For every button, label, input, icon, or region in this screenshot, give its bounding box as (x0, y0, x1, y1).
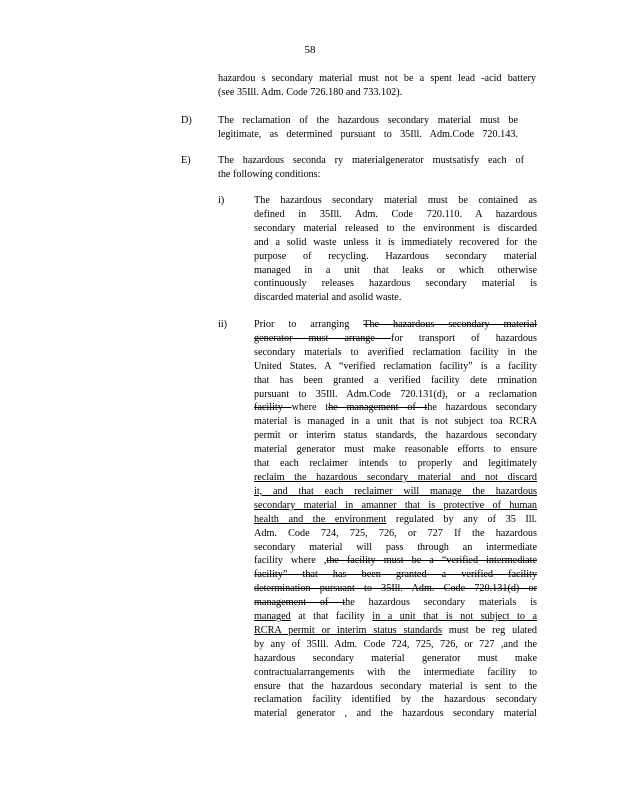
text-line: ensure that the hazardous secondary material is sent to the (254, 680, 537, 692)
text-line: reclamation facility identified by the hazardous secondary (254, 694, 537, 706)
text-run: he hazardous secondary (427, 402, 537, 414)
text-line: discarded material and asolid waste. (254, 292, 402, 304)
item-i-label: i) (218, 195, 225, 206)
deleted-text: he management of t (328, 402, 428, 414)
deleted-text: facility (254, 402, 292, 414)
text-line: The reclamation of the hazardous secondary material must be (218, 115, 518, 126)
inserted-text: health and the environment (254, 513, 387, 525)
text-run: for transport of hazardous (390, 332, 537, 344)
text-line: legitimate, as determined pursuant to 35Ill. Adm.Code 720.143. (218, 128, 518, 140)
text-line (254, 554, 537, 568)
text-run: must be reg ulated (441, 624, 537, 636)
text-run: he hazardous secondary materials is (345, 597, 537, 609)
text-line (254, 610, 537, 624)
text-line: The hazardous secondary material must be contained as (254, 195, 537, 206)
item-i-paragraph (254, 194, 537, 305)
inserted-text: managed (254, 611, 291, 623)
item-ii-label: ii) (218, 319, 228, 330)
text-line: by any of 35Ill. Adm. Code 724, 725, 726, or 727 ,and the (254, 638, 537, 650)
text-line (254, 513, 537, 527)
item-d-paragraph (218, 114, 518, 142)
text-line: and a solid waste unless it is immediately recovered for the (254, 236, 537, 248)
text-line: purpose of recycling. Hazardous secondary material (254, 250, 537, 262)
page-number: 58 (304, 44, 316, 56)
text-line: material generator , and the hazardous secondary material (254, 708, 537, 720)
text-line (254, 624, 537, 638)
text-line: permit or interim status standards, the hazardous secondary (254, 430, 537, 442)
item-e-paragraph (218, 154, 524, 182)
text-line: material is managed in a unit that is not subject toa RCRA (254, 416, 537, 428)
text-line: the following conditions: (218, 168, 321, 180)
deleted-text: the facility must be a “verified intermediate (326, 555, 537, 567)
deleted-text: generator must arrange (254, 332, 391, 344)
text-line (254, 318, 537, 332)
text-line: hazardou s secondary material must not be a spent lead -acid battery (218, 73, 536, 84)
text-line: that has been granted a verified facility dete rmination (254, 374, 537, 386)
deleted-text: management of t (254, 597, 346, 609)
item-e-label: E) (181, 155, 191, 166)
text-line: managed in a unit that leaks or which otherwise (254, 264, 537, 276)
text-line (254, 332, 537, 346)
text-line (254, 596, 537, 610)
text-line: The hazardous seconda ry materialgenerator mustsatisfy each of (218, 155, 524, 166)
text-line: pursuant to 35Ill. Adm.Code 720.131(d), or a reclamation (254, 388, 537, 400)
item-d-label: D) (181, 115, 192, 126)
text-run: regulated by any of 35 Ill. (386, 513, 537, 525)
inserted-text: in a unit that is not subject to a (372, 611, 537, 623)
text-run: Prior to arranging (254, 319, 364, 330)
text-line: secondary material released to the environment is discarded (254, 222, 537, 234)
text-line: secondary material will pass through an intermediate (254, 541, 537, 553)
text-line: (see 35Ill. Adm. Code 726.180 and 733.102). (218, 86, 403, 98)
deleted-text: The hazardous secondary material (363, 319, 537, 330)
text-line (254, 401, 537, 415)
inserted-text: RCRA permit or interim status standards (254, 624, 442, 636)
inserted-text: it, and that each reclaimer will manage the hazardous (254, 485, 537, 497)
deleted-text: determination pursuant to 35Ill. Adm. Code 720.131(d) or (254, 583, 537, 595)
text-line: that each reclaimer intends to properly and legitimately (254, 458, 537, 470)
inserted-text: secondary material in amanner that is protective of human (254, 499, 537, 511)
text-run: where t (291, 402, 329, 414)
inserted-text: reclaim the hazardous secondary material and not discard (254, 471, 537, 483)
text-line: contractualarrangements with the intermediate facility to (254, 666, 537, 678)
item-ii-paragraph (254, 318, 537, 721)
text-line: Adm. Code 724, 725, 726, or 727 If the hazardous (254, 527, 537, 539)
text-line: defined in 35Ill. Adm. Code 720.110. A hazardous (254, 208, 537, 220)
text-line: secondary materials to averified reclamation facility in the (254, 346, 537, 358)
intro-paragraph (218, 72, 536, 100)
deleted-text: facility” that has been granted a verified facility (254, 569, 537, 581)
text-line: United States. A “verified reclamation facility” is a facility (254, 360, 537, 372)
text-line: material generator must make reasonable efforts to ensure (254, 444, 537, 456)
text-run: at that facility (290, 611, 373, 623)
text-run: facility where , (254, 555, 327, 567)
text-line: hazardous secondary material generator must make (254, 652, 537, 664)
text-line: continuously releases hazardous secondary material is (254, 278, 537, 290)
